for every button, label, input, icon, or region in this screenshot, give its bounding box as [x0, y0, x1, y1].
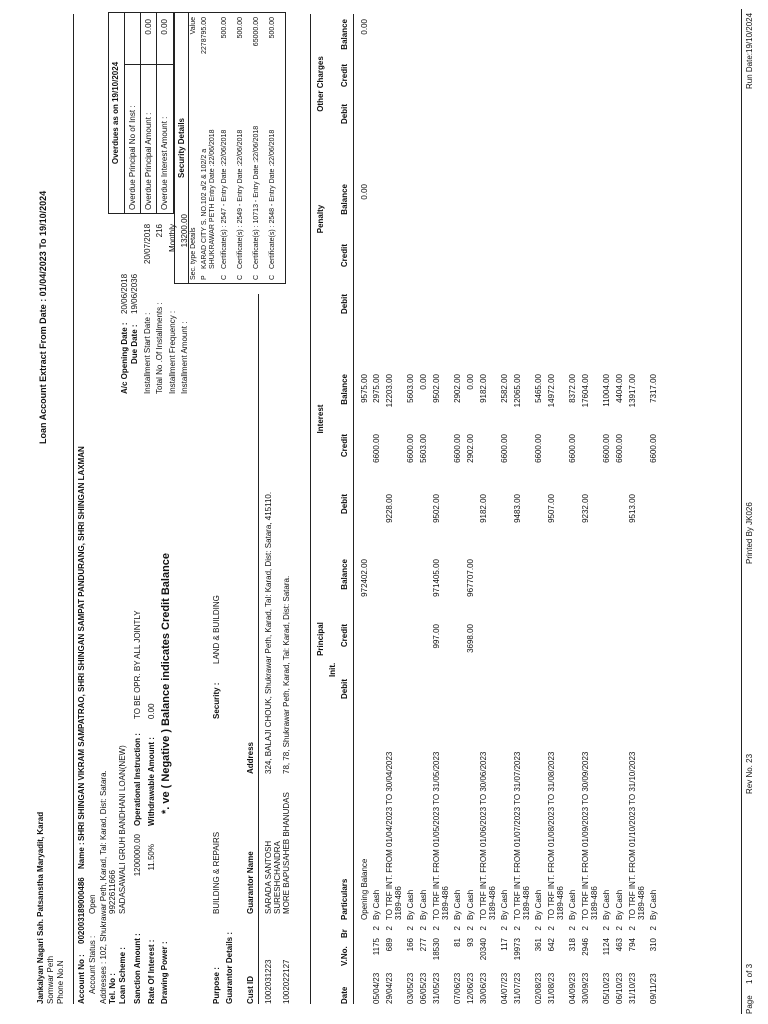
withdrawable-label: Withdrawable Amount : [147, 737, 156, 826]
tx-date: 29/04/23 [385, 972, 394, 1004]
tx-branch: 2 [500, 926, 509, 931]
inst-amount: 13200.00 [180, 214, 189, 248]
security-label: Security : [212, 682, 221, 719]
tx-branch: 2 [628, 926, 637, 931]
tx-principal-credit: 3698.00 [466, 624, 475, 653]
security-detail: KARAD CITY S. NO.102 a/2 & 102/2 a SHUKRAWAR PETH Entry Date :22/06/2018 [201, 129, 217, 269]
tx-voucher-no: 463 [615, 938, 624, 952]
tx-date: 31/07/23 [513, 972, 522, 1004]
tx-date: 07/06/23 [453, 972, 462, 1004]
interest-debit-header: Debit [340, 494, 349, 514]
tx-branch: 2 [602, 926, 611, 931]
security-col-type: Sec. type Details [190, 227, 197, 280]
principal-credit-header: Credit [340, 624, 349, 648]
tx-date: 12/06/23 [466, 972, 475, 1004]
table-top-rule [310, 14, 311, 1004]
withdrawable-amount: 0.00 [147, 703, 156, 719]
interest-balance-header: Balance [340, 374, 349, 405]
tx-date: 30/09/23 [581, 972, 590, 1004]
security-detail: Certificate(s) : 2549 - Entry Date :22/06/2018 [237, 129, 244, 269]
other-balance-header: Balance [340, 19, 349, 50]
tx-interest-credit: 6600.00 [568, 434, 577, 463]
tx-voucher-no: 1124 [602, 938, 611, 956]
tx-particulars: By Cash [534, 889, 543, 920]
security-value: 500.00 [221, 17, 228, 39]
principal-debit-header: Debit [340, 679, 349, 699]
account-status: Open [88, 894, 97, 914]
tx-particulars: TO TRF INT. FROM 01/10/2023 TO 31/10/2023 3189-486 [628, 751, 647, 920]
tx-particulars: By Cash [568, 889, 577, 920]
security-detail: Certificate(s) : 2548 - Entry Date :22/06/2018 [269, 129, 276, 269]
interest-credit-header: Credit [340, 434, 349, 458]
tx-interest-credit: 6600.00 [372, 434, 381, 463]
tx-date: 06/05/23 [419, 972, 428, 1004]
tx-interest-balance: 12065.00 [513, 374, 522, 408]
principal-balance-header: Balance [340, 559, 349, 590]
guarantor-col-address: Address [246, 741, 255, 774]
tx-interest-balance: 2902.00 [453, 374, 462, 403]
guarantor-name: MORE BAPUSAHEB BHANUDAS [282, 792, 291, 914]
tx-particulars: By Cash [466, 889, 475, 920]
tx-particulars: TO TRF INT. FROM 01/06/2023 TO 30/06/2023 3189-486 [479, 751, 498, 920]
tx-particulars: By Cash [419, 889, 428, 920]
tx-date: 04/07/23 [500, 972, 509, 1004]
tx-branch: 2 [432, 926, 441, 931]
total-inst: 216 [155, 224, 164, 238]
tx-particulars: TO TRF INT. FROM 01/09/2023 TO 30/09/2023 3189-486 [581, 751, 600, 920]
tx-voucher-no: 81 [453, 938, 462, 947]
page-label: Page [745, 995, 754, 1014]
guarantor-address: 78, 78, Shukrawar Peth, Karad, Tal: Karad, Dist: Satara. [282, 575, 291, 774]
vno-header: V.No. [340, 946, 349, 966]
tx-voucher-no: 93 [466, 938, 475, 947]
tx-interest-debit: 9228.00 [385, 494, 394, 523]
other-credit-header: Credit [340, 64, 349, 88]
tx-particulars: TO TRF INT. FROM 01/07/2023 TO 31/07/2023 3189-486 [513, 751, 532, 920]
footer-rule [741, 9, 742, 1014]
tx-date: 31/08/23 [547, 972, 556, 1004]
tx-interest-credit: 6600.00 [453, 434, 462, 463]
account-no: 002003189000486 [77, 877, 86, 944]
tx-date: 06/10/23 [615, 972, 624, 1004]
tel-label: Tel. No : [108, 973, 117, 1004]
tx-voucher-no: 1175 [372, 938, 381, 956]
guarantor-cust-id: 1002031223 [264, 959, 273, 1004]
revision-number: Rev No. 23 [745, 753, 754, 794]
account-address: Addresses : 102, Shukrawar Peth, Karad, Tal: Karad, Dist: Satara. [99, 770, 108, 1004]
guarantor-address: 324, BALAJI CHOUK, Shukrawar Peth, Karad, Tal: Karad, Dist: Satara, 415110. [264, 491, 273, 774]
security-value: 65000.00 [253, 17, 260, 47]
sanction-amount: 1200000.00 [133, 834, 142, 877]
guarantor-divider [258, 294, 259, 1004]
guarantor-name: SARADA SANTOSH SURESHCHANDRA [264, 840, 283, 914]
tx-interest-balance: 7317.00 [649, 374, 658, 403]
loan-scheme-label: Loan Scheme : [118, 947, 127, 1004]
overdues-row-line [156, 13, 157, 213]
tx-interest-balance: 2582.00 [500, 374, 509, 403]
tx-date: 05/04/23 [372, 972, 381, 1004]
tx-branch: 2 [534, 926, 543, 931]
overdues-date: 19/10/2024 [111, 61, 120, 102]
tx-voucher-no: 18530 [432, 938, 441, 961]
run-date: Run Date:19/10/2024 [745, 12, 754, 89]
security-type: P [201, 275, 208, 280]
interest-header: Interest [316, 404, 325, 434]
tx-interest-balance: 9182.00 [479, 374, 488, 403]
tx-interest-balance: 17604.00 [581, 374, 590, 408]
tx-interest-balance: 12203.00 [385, 374, 394, 408]
tx-interest-balance: 4404.00 [615, 374, 624, 403]
tx-interest-debit: 9507.00 [547, 494, 556, 523]
opening-date: 20/06/2018 [120, 273, 129, 314]
tx-branch: 2 [581, 926, 590, 931]
other-debit-header: Debit [340, 104, 349, 124]
tx-interest-debit: 9502.00 [432, 494, 441, 523]
inst-start-date: 20/07/2018 [143, 223, 152, 264]
tx-particulars: By Cash [406, 889, 415, 920]
opening-penalty-balance: 0.00 [360, 184, 369, 200]
security: LAND & BUILDING [212, 595, 221, 664]
tx-interest-credit: 6600.00 [500, 434, 509, 463]
particulars-header: Particulars [340, 878, 349, 920]
overdue-row-label: Overdue Interest Amount : [160, 116, 169, 210]
tx-principal-balance: 967707.00 [466, 559, 475, 597]
overdues-divider [124, 13, 125, 213]
overdue-row-label: Overdue Principal Amount : [144, 112, 153, 210]
security-divider [188, 13, 189, 283]
security-value: 500.00 [269, 17, 276, 39]
tx-branch: 2 [479, 926, 488, 931]
security-value: 500.00 [237, 17, 244, 39]
tx-voucher-no: 310 [649, 938, 658, 952]
tx-branch: 2 [419, 926, 428, 931]
tx-voucher-no: 2946 [581, 938, 590, 956]
tx-interest-credit: 6600.00 [534, 434, 543, 463]
loan-scheme: SADASAWALI GRUH BANDHANI LOAN(NEW) [118, 745, 127, 914]
account-status-label: Account Status : [88, 935, 97, 994]
tx-interest-balance: 13917.00 [628, 374, 637, 408]
tx-interest-debit: 9232.00 [581, 494, 590, 523]
tx-interest-balance: 0.00 [419, 374, 428, 390]
penalty-debit-header: Debit [340, 294, 349, 314]
init-header: Init. [328, 662, 337, 677]
inst-start-label: Installment Start Date : [143, 312, 152, 394]
tx-interest-credit: 6600.00 [615, 434, 624, 463]
opening-interest-balance: 9575.00 [360, 374, 369, 403]
tx-interest-balance: 5465.00 [534, 374, 543, 403]
tx-interest-balance: 0.00 [466, 374, 475, 390]
tx-interest-balance: 2975.00 [372, 374, 381, 403]
printed-by: Printed By JK026 [745, 502, 754, 564]
tx-branch: 2 [615, 926, 624, 931]
tx-interest-debit: 9513.00 [628, 494, 637, 523]
opening-balance-label: Opening Balance [360, 858, 369, 920]
table-header-rule [353, 14, 354, 1004]
tx-particulars: By Cash [615, 889, 624, 920]
security-type: C [253, 274, 260, 280]
tx-voucher-no: 642 [547, 938, 556, 952]
guarantor-col-cust: Cust ID [246, 976, 255, 1004]
tx-branch: 2 [513, 926, 522, 931]
tx-date: 30/06/23 [479, 972, 488, 1004]
overdues-title: Overdues as on [111, 104, 120, 165]
tel-number: 9922611666 [108, 870, 117, 914]
tx-interest-credit: 2902.00 [466, 434, 475, 463]
total-inst-label: Total No .Of Installments : [155, 302, 164, 394]
tx-branch: 2 [372, 926, 381, 931]
penalty-credit-header: Credit [340, 244, 349, 268]
op-instruction: TO BE OPR. BY ALL JOINTLY [133, 610, 142, 719]
tx-voucher-no: 117 [500, 938, 509, 951]
tx-principal-credit: 997.00 [432, 624, 441, 649]
tx-particulars: By Cash [649, 889, 658, 920]
security-type: C [269, 274, 276, 280]
report-title: Loan Account Extract From Date : 01/04/2023 To 19/10/2024 [38, 190, 48, 444]
negative-balance-note: *. ve ( Negative ) Balance indicates Credit Balance [160, 552, 172, 814]
guarantor-section-label: Guarantor Details : [225, 931, 234, 1004]
tx-voucher-no: 361 [534, 938, 543, 952]
tx-voucher-no: 20340 [479, 938, 488, 961]
date-header: Date [340, 986, 349, 1004]
due-date: 19/06/2036 [130, 273, 139, 314]
tx-voucher-no: 277 [419, 938, 428, 952]
tx-voucher-no: 689 [385, 938, 394, 952]
tx-interest-debit: 9182.00 [479, 494, 488, 523]
tx-particulars: TO TRF INT. FROM 01/04/2023 TO 30/04/2023 3189-486 [385, 751, 404, 920]
overdues-col-divider [124, 64, 173, 65]
drawing-power-label: Drawing Power : [160, 941, 169, 1004]
account-no-label: Account No : [77, 954, 86, 1004]
tx-particulars: TO TRF INT. FROM 01/08/2023 TO 31/08/2023 3189-486 [547, 751, 566, 920]
tx-interest-credit: 5603.00 [419, 434, 428, 463]
br-header: Br [340, 929, 349, 938]
tx-voucher-no: 166 [406, 938, 415, 952]
opening-date-label: A/c Opening Date : [120, 322, 129, 394]
interest-rate: 11.50% [147, 844, 156, 871]
tx-voucher-no: 318 [568, 938, 577, 952]
security-details-box [174, 12, 286, 284]
tx-branch: 2 [649, 926, 658, 931]
purpose-label: Purpose : [212, 967, 221, 1004]
other-charges-header: Other Charges [316, 56, 325, 112]
overdue-row-value: 0.00 [160, 19, 169, 35]
tx-branch: 2 [466, 926, 475, 931]
tx-interest-balance: 9502.00 [432, 374, 441, 403]
page-number: 1 of 3 [745, 963, 754, 984]
tx-branch: 2 [547, 926, 556, 931]
tx-particulars: By Cash [602, 889, 611, 920]
purpose: BUILDING & REPAIRS [212, 831, 221, 914]
sanction-label: Sanction Amount : [133, 933, 142, 1004]
tx-particulars: By Cash [453, 889, 462, 920]
due-date-label: Due Date : [130, 324, 139, 364]
tx-branch: 2 [406, 926, 415, 931]
tx-interest-balance: 8372.00 [568, 374, 577, 403]
interest-rate-label: Rate Of Interest : [147, 939, 156, 1004]
tx-interest-credit: 6600.00 [602, 434, 611, 463]
tx-interest-balance: 11004.00 [602, 374, 611, 407]
branch-name: Somwar Peth [46, 955, 55, 1004]
tx-date: 03/05/23 [406, 972, 415, 1004]
security-type: C [221, 274, 228, 280]
inst-frequency-label: Installment Frequency : [168, 310, 177, 394]
guarantor-cust-id: 1002022127 [282, 959, 291, 1004]
overdues-row-line [140, 13, 141, 213]
security-detail: Certificate(s) : 10713 - Entry Date :22/06/2018 [253, 125, 260, 269]
opening-other-balance: 0.00 [360, 19, 369, 35]
tx-particulars: TO TRF INT. FROM 01/05/2023 TO 31/05/2023 3189-486 [432, 751, 451, 920]
security-type: C [237, 274, 244, 280]
tx-principal-balance: 971405.00 [432, 559, 441, 597]
phone-number: Phone No.N [56, 960, 65, 1004]
security-detail: Certificate(s) : 2547 - Entry Date :22/06/2018 [221, 129, 228, 269]
tx-interest-balance: 5603.00 [406, 374, 415, 403]
tx-voucher-no: 19973 [513, 938, 522, 961]
overdue-row-label: Overdue Principal No of Inst : [128, 105, 137, 210]
penalty-balance-header: Balance [340, 184, 349, 215]
tx-interest-debit: 9483.00 [513, 494, 522, 523]
account-name-label: Name : [77, 842, 86, 869]
tx-date: 09/11/23 [649, 973, 658, 1004]
tx-particulars: By Cash [372, 889, 381, 920]
tx-date: 31/05/23 [432, 972, 441, 1004]
penalty-header: Penalty [316, 204, 325, 234]
op-instruction-label: Operational Instruction : [133, 733, 142, 826]
overdue-row-value: 0.00 [144, 19, 153, 35]
tx-interest-balance: 14972.00 [547, 374, 556, 408]
tx-date: 02/08/23 [534, 972, 543, 1004]
tx-interest-credit: 6600.00 [649, 434, 658, 463]
overdues-box [108, 12, 174, 214]
tx-branch: 2 [385, 926, 394, 931]
inst-amount-label: Installment Amount : [180, 321, 189, 394]
account-holder-name: SHRI SHINGAN VIKRAM SAMPATRAO, SHRI SHINGAN SAMPAT PANDURANG, SHRI SHINGAN LAXMAN [77, 446, 86, 841]
tx-branch: 2 [453, 926, 462, 931]
opening-principal-balance: 972402.00 [360, 559, 369, 597]
tx-branch: 2 [568, 926, 577, 931]
principal-header: Principal [316, 622, 325, 656]
tx-date: 04/09/23 [568, 972, 577, 1004]
tx-date: 31/10/23 [628, 972, 637, 1004]
inst-frequency: Monthly [168, 224, 177, 253]
security-details-title: Security Details [177, 117, 186, 179]
tx-voucher-no: 794 [628, 938, 637, 952]
header-divider [73, 14, 74, 1004]
security-value: 2278795.00 [201, 17, 208, 54]
bank-name: Jankalyan Nagari Sah. Patsanstha Maryadit, Karad [36, 811, 45, 1004]
guarantor-col-name: Guarantor Name [246, 851, 255, 914]
tx-particulars: By Cash [500, 889, 509, 920]
tx-date: 05/10/23 [602, 972, 611, 1004]
security-col-value: Value [190, 17, 197, 35]
tx-interest-credit: 6600.00 [406, 434, 415, 463]
